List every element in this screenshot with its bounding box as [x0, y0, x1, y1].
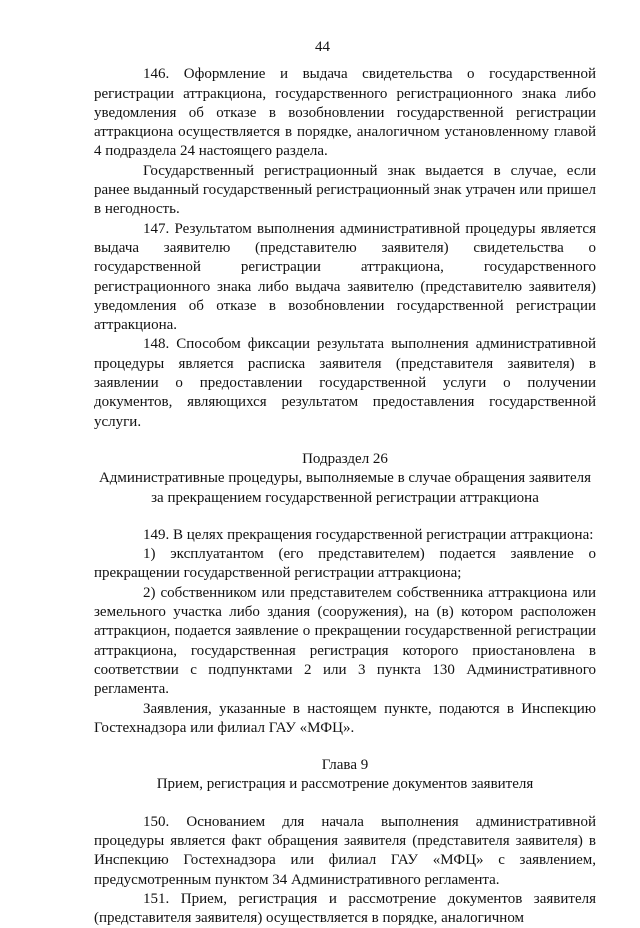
subsection-heading: Подраздел 26: [302, 450, 388, 467]
paragraph-applications-note: Заявления, указанные в настоящем пункте, подаются в Инспекцию Гостехнадзора или филиал ГАУ «МФЦ».: [94, 700, 596, 736]
subsection-title: Административные процедуры, выполняемые в случае обращения заявителя за прекращением государственной регистрации аттракциона: [98, 470, 592, 506]
paragraph-147: 147. Результатом выполнения административной процедуры является выдача заявителю (представителю заявителя) свидетельства о государственной регистрации аттракциона, государственного регистрационного знака либо выдача заявителю (представителю заявителя) уведомления об отказе в возобновлении государственной регистрации аттракциона.: [94, 220, 596, 334]
paragraph-149-item-2: 2) собственником или представителем собственника аттракциона или земельного участка либо здания (сооружения), на (в) котором расположен аттракцион, подается заявление о прекращении государственной регистрации аттракциона, государственная регистрация которого приостановлена в соответствии с подпунктами 2 или 3 пункта 130 Административного регламента.: [94, 584, 596, 698]
paragraph-registration-sign: Государственный регистрационный знак выдается в случае, если ранее выданный государственный регистрационный знак утрачен или пришел в негодность.: [94, 162, 596, 218]
paragraph-146: 146. Оформление и выдача свидетельства о государственной регистрации аттракциона, государственного регистрационного знака либо уведомления об отказе в возобновлении государственной регистрации аттракциона осуществляется в порядке, аналогичном установленному главой 4 подраздела 24 настоящего раздела.: [94, 66, 596, 160]
paragraph-149: 149. В целях прекращения государственной регистрации аттракциона:: [143, 526, 594, 543]
page-number: 44: [315, 39, 330, 55]
paragraph-149-item-1: 1) эксплуатантом (его представителем) подается заявление о прекращении государственной регистрации аттракциона;: [94, 546, 596, 582]
paragraph-148: 148. Способом фиксации результата выполнения административной процедуры является расписка заявителя (представителя заявителя) в заявлении о предоставлении государственной услуги о получении документов, являющихся результатом предоставления государственной услуги.: [94, 336, 596, 430]
paragraph-150: 150. Основанием для начала выполнения административной процедуры является факт обращения заявителя (представителя заявителя) в Инспекцию Гостехнадзора или филиал ГАУ «МФЦ» с заявлением, предусмотренным пунктом 34 Административного регламента.: [94, 813, 596, 888]
chapter-title: Прием, регистрация и рассмотрение документов заявителя: [156, 776, 534, 793]
chapter-heading: Глава 9: [321, 757, 369, 774]
paragraph-151: 151. Прием, регистрация и рассмотрение документов заявителя (представителя заявителя) осуществляется в порядке, аналогичном: [94, 890, 596, 927]
